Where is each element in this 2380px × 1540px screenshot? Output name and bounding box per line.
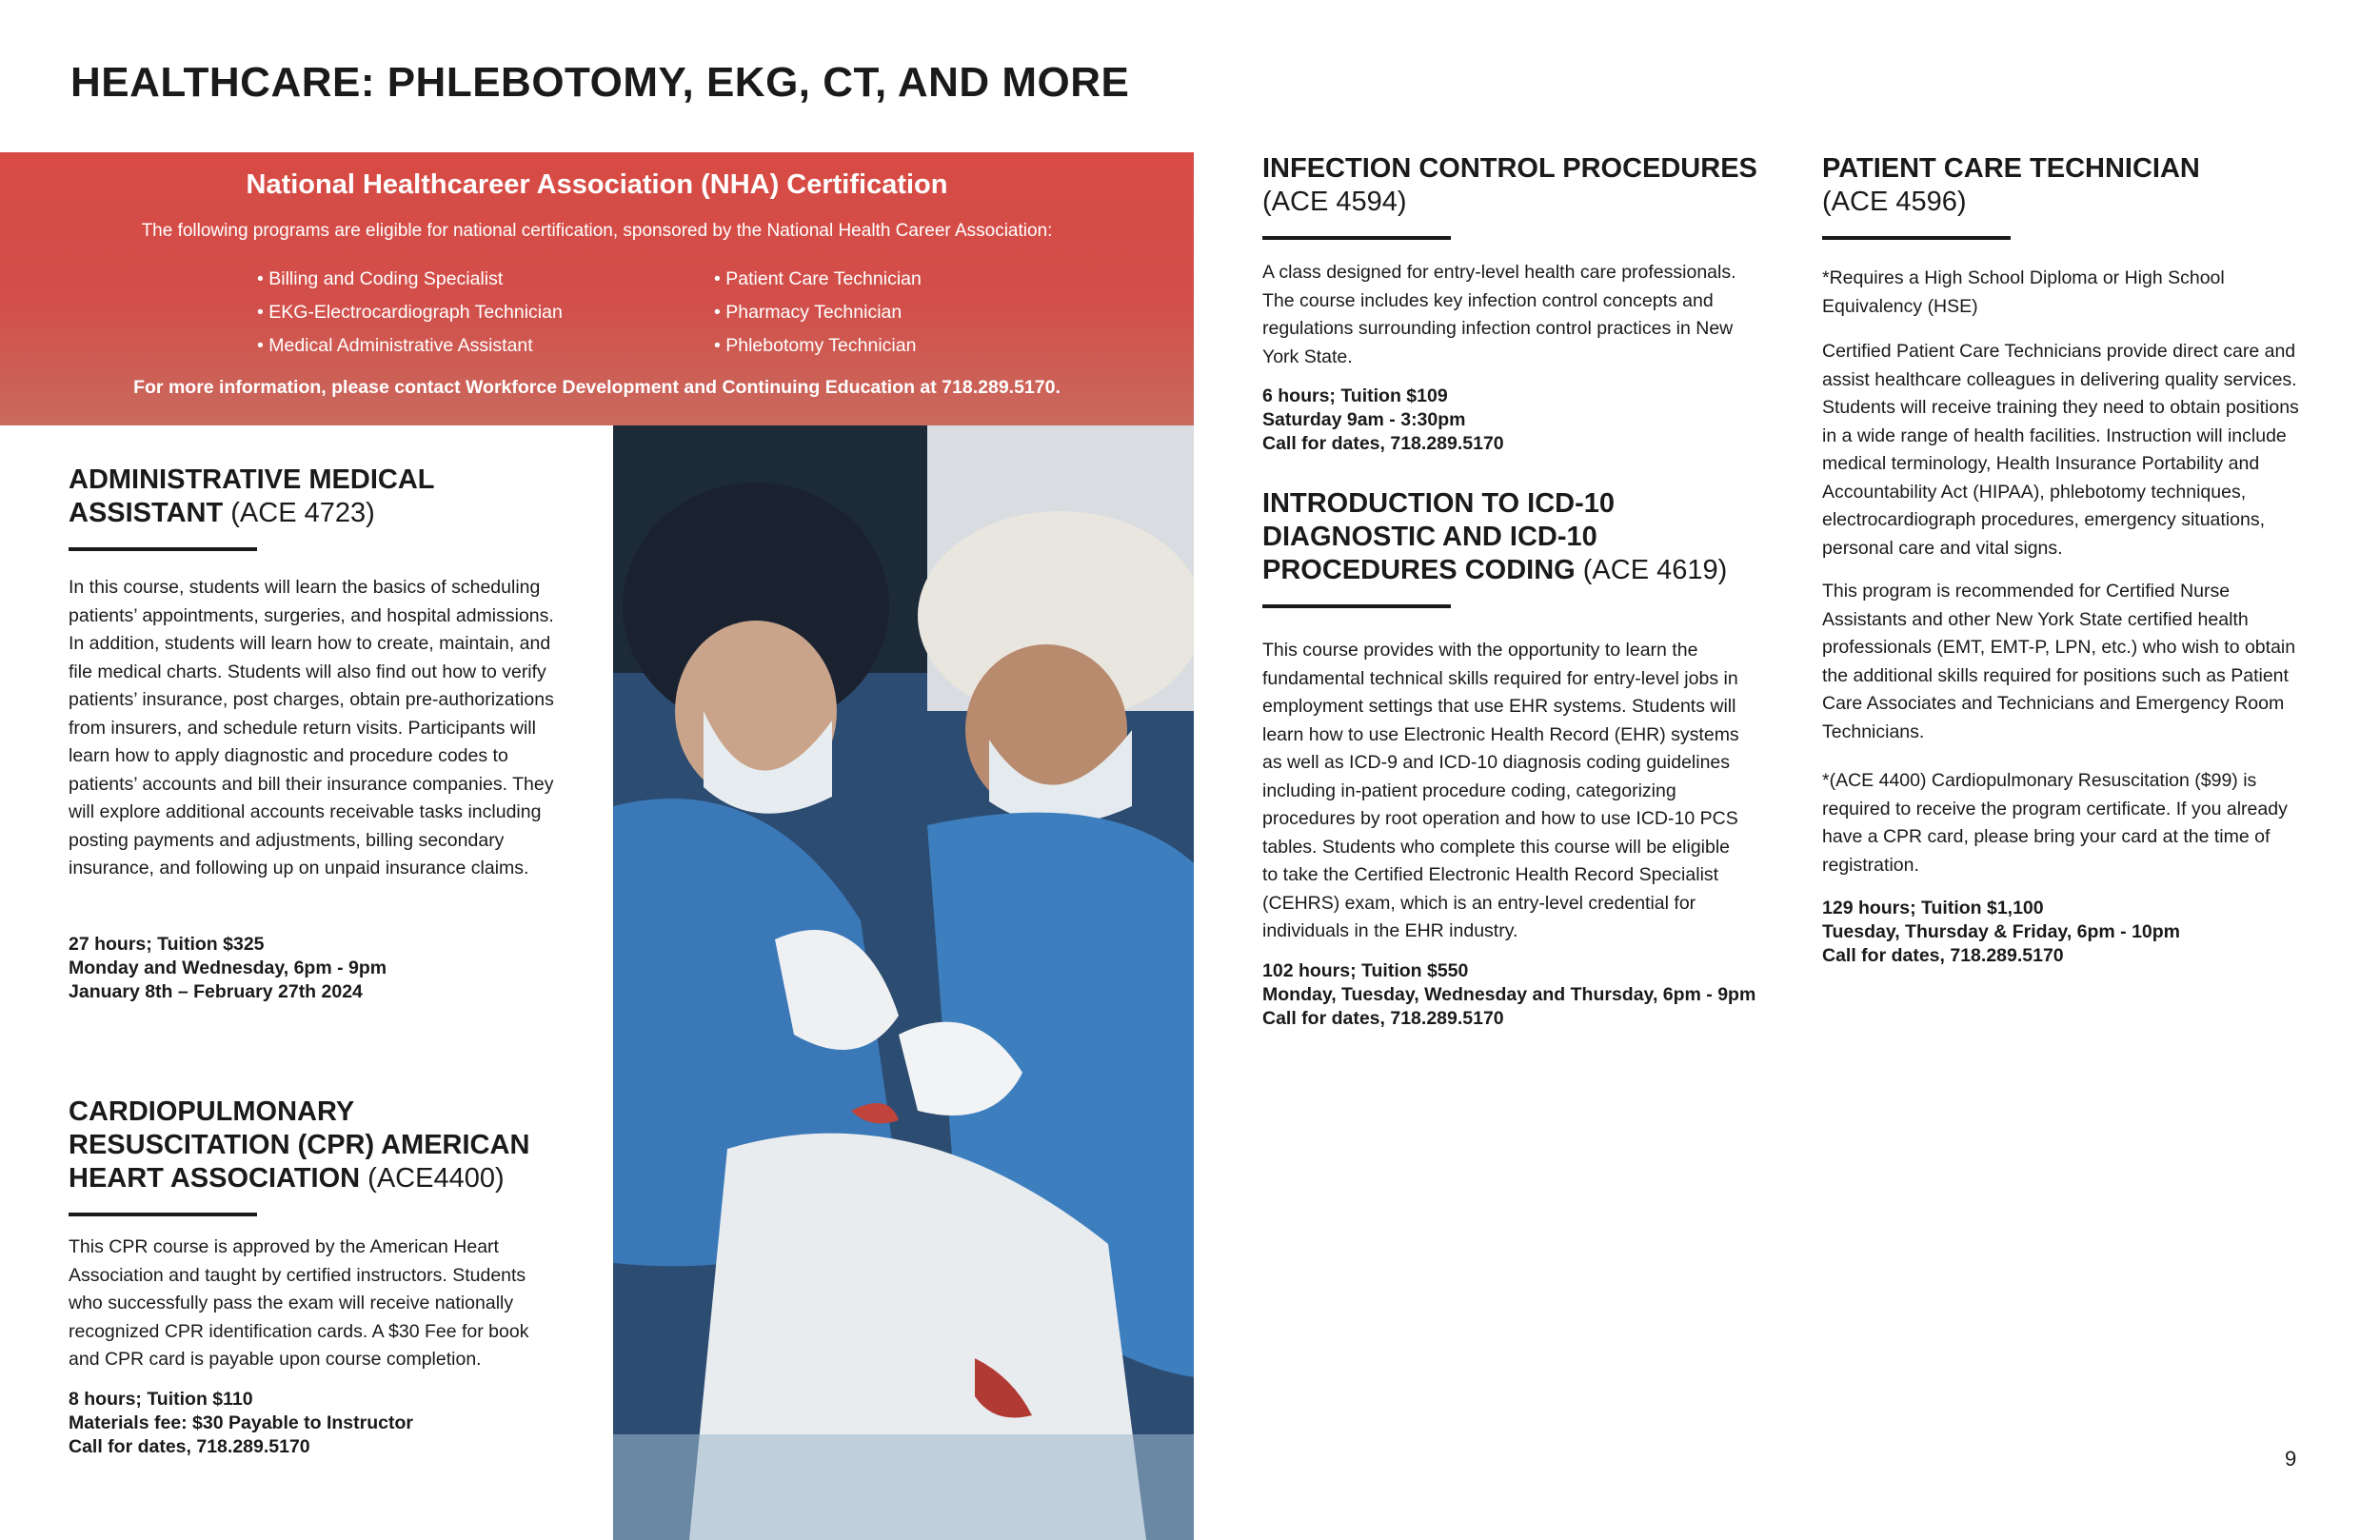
divider [1262, 604, 1451, 608]
course-title-line: RESUSCITATION (CPR) AMERICAN [69, 1130, 530, 1160]
course-requirement: *Requires a High School Diploma or High School Equivalency (HSE) [1822, 267, 2225, 317]
list-item: • Medical Administrative Assistant [257, 335, 533, 356]
course-title [1822, 152, 2327, 219]
page-number: 9 [2285, 1447, 2297, 1471]
course-code: (ACE4400) [360, 1163, 505, 1194]
course-title-line: DIAGNOSTIC AND ICD-10 [1262, 522, 1597, 552]
course-schedule: Tuesday, Thursday & Friday, 6pm - 10pm [1822, 921, 2181, 942]
course-dates: Call for dates, 718.289.5170 [69, 1435, 310, 1457]
divider [69, 1213, 257, 1216]
course-schedule: Saturday 9am - 3:30pm [1262, 409, 1466, 430]
course-dates: January 8th – February 27th 2024 [69, 980, 363, 1002]
course-details [1822, 897, 2327, 968]
course-cpr-note: *(ACE 4400) Cardiopulmonary Resuscitation ($99) is required to receive the program certificate. If you already have a CPR card, please bring your card at the time of registration. [1822, 770, 2288, 876]
nha-certification-banner [0, 152, 1194, 425]
list-item: • Patient Care Technician [714, 268, 922, 289]
course-schedule: Monday, Tuesday, Wednesday and Thursday, 6pm - 9pm [1262, 983, 1756, 1005]
course-code: (ACE 4594) [1262, 187, 1407, 217]
course-hours-tuition: 8 hours; Tuition $110 [69, 1388, 253, 1410]
course-title [69, 464, 564, 530]
course-description: A class designed for entry-level health care professionals. The course includes key infection control concepts and regulations surrounding infection control practices in New York State. [1262, 262, 1736, 367]
course-title-line: HEART ASSOCIATION [69, 1163, 361, 1194]
surgery-photo [613, 425, 1194, 1540]
course-materials-fee: Materials fee: $30 Payable to Instructor [69, 1412, 413, 1433]
course-title [1262, 487, 1776, 587]
course-title-line: PATIENT CARE TECHNICIAN [1822, 153, 2200, 184]
divider [1262, 236, 1451, 240]
course-title [1262, 152, 1757, 219]
course-title [69, 1096, 583, 1195]
course-hours-tuition: 102 hours; Tuition $550 [1262, 959, 1469, 981]
course-description: Certified Patient Care Technicians provide direct care and assist healthcare colleagues in delivering quality services. Students will receive training they need to obtain positions in a wide range of health facilities. Instruction will include medical terminology, Health Insurance Portability and Accountability Act (HIPAA), phlebotomy techniques, electrocardiograph procedures, emergency situations, personal care and vital signs. [1822, 341, 2299, 559]
course-title-line: INFECTION CONTROL PROCEDURES [1262, 153, 1757, 184]
course-description: This CPR course is approved by the American Heart Association and taught by certified instructors. Students who successfully pass the exam will receive nationally recognized CPR identification cards. A $30 Fee for book and CPR card is payable upon course completion. [69, 1236, 529, 1370]
nha-program-list-left [257, 263, 563, 363]
divider [1822, 236, 2011, 240]
course-hours-tuition: 6 hours; Tuition $109 [1262, 385, 1448, 406]
course-cpr [69, 1096, 583, 1459]
course-details [69, 1388, 583, 1459]
list-item: • Phlebotomy Technician [714, 335, 917, 356]
course-dates: Call for dates, 718.289.5170 [1262, 1007, 1504, 1029]
course-code: (ACE 4619) [1575, 555, 1728, 585]
course-code: (ACE 4723) [223, 498, 375, 528]
course-title-line: ADMINISTRATIVE MEDICAL [69, 464, 435, 495]
course-details [1262, 385, 1757, 456]
nha-program-list-right [714, 263, 922, 363]
course-details [1262, 959, 1776, 1031]
course-code: (ACE 4596) [1822, 187, 1967, 217]
course-recommendation: This program is recommended for Certified Nurse Assistants and other New York State certified health professionals (EMT, EMT-P, LPN, etc.) who wish to obtain the additional skills required for positions such as Patient Care Associates and Technicians and Emergency Room Technicians. [1822, 581, 2296, 742]
nha-contact-note: For more information, please contact Workforce Development and Continuing Education at 718.289.5170. [133, 377, 1061, 398]
course-dates: Call for dates, 718.289.5170 [1262, 433, 1504, 454]
surgery-photo-illustration [613, 425, 1194, 1540]
course-title-line: PROCEDURES CODING [1262, 555, 1576, 585]
course-schedule: Monday and Wednesday, 6pm - 9pm [69, 957, 387, 978]
list-item: • Billing and Coding Specialist [257, 268, 504, 289]
course-patient-care-technician [1822, 152, 2327, 968]
course-title-line: ASSISTANT [69, 498, 224, 528]
page-title: HEALTHCARE: PHLEBOTOMY, EKG, CT, AND MORE [70, 59, 1130, 106]
course-infection-control [1262, 152, 1757, 456]
course-title-line: CARDIOPULMONARY [69, 1096, 355, 1127]
nha-intro: The following programs are eligible for national certification, sponsored by the National Health Career Association: [141, 221, 1053, 241]
course-title-line: INTRODUCTION TO ICD-10 [1262, 488, 1616, 519]
course-hours-tuition: 129 hours; Tuition $1,100 [1822, 898, 2044, 918]
divider [69, 547, 257, 551]
course-dates: Call for dates, 718.289.5170 [1822, 945, 2064, 966]
course-icd10-coding [1262, 487, 1776, 1031]
course-description: This course provides with the opportunity to learn the fundamental technical skills required for entry-level jobs in employment settings that use EHR systems. Students will learn how to use Electronic Health Record (EHR) systems as well as ICD-9 and ICD-10 diagnosis coding guidelines including in-patient procedure coding, categorizing procedures by root operation and how to use ICD-10 PCS tables. Students who complete this course will be eligible to take the Certified Electronic Health Record Specialist (CEHRS) exam, which is an entry-level credential for individuals in the EHR industry. [1262, 640, 1739, 941]
course-administrative-medical-assistant [69, 464, 564, 1004]
nha-title: National Healthcareer Association (NHA) Certification [246, 169, 948, 200]
list-item: • Pharmacy Technician [714, 302, 902, 323]
list-item: • EKG-Electrocardiograph Technician [257, 302, 563, 323]
course-details [69, 933, 564, 1004]
course-hours-tuition: 27 hours; Tuition $325 [69, 933, 265, 955]
course-description: In this course, students will learn the basics of scheduling patients’ appointments, surgeries, and hospital admissions. In addition, students will learn how to create, maintain, and file medical charts. Students will also find out how to verify patients’ insurance, post charges, obtain pre-authorizations from insurers, and schedule return visits. Participants will learn how to apply diagnostic and procedure codes to patients’ accounts and bill their insurance companies. They will explore additional accounts receivable tasks including posting payments and adjustments, billing secondary insurance, and following up on unpaid insurance claims. [69, 577, 554, 879]
